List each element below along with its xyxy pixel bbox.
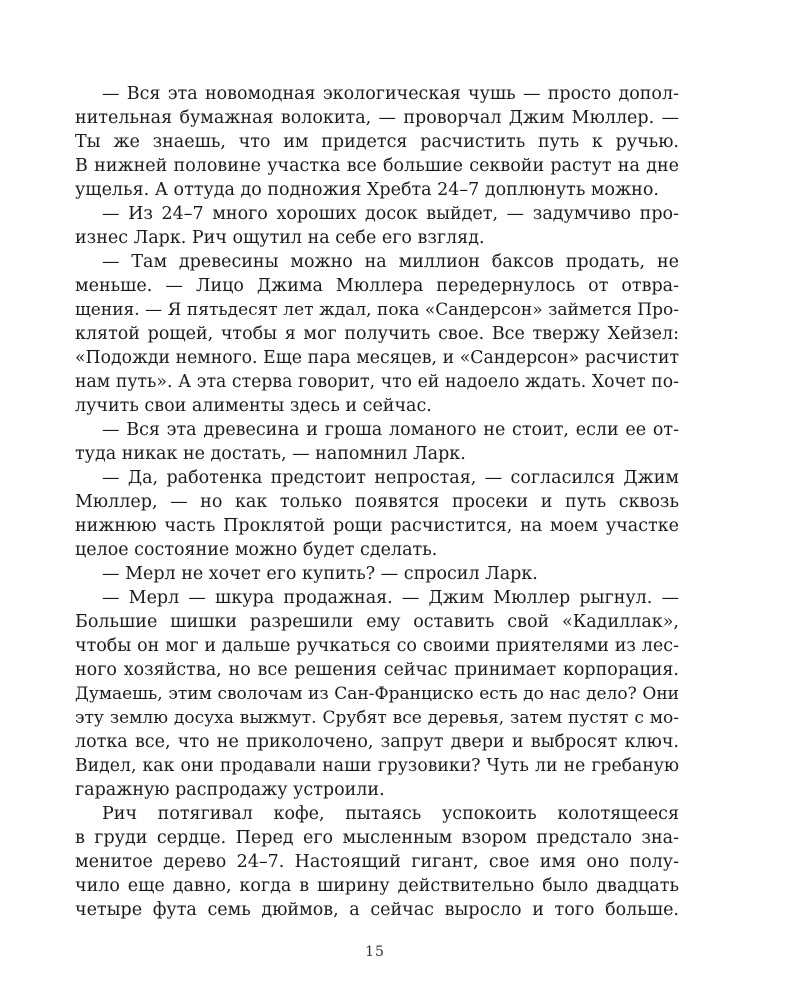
- text-line: щения. — Я пятьдесят лет ждал, пока «Сандерсон» займется Про-: [75, 300, 679, 320]
- text-line: — Из 24–7 много хороших досок выйдет, — задумчиво про-: [102, 204, 679, 224]
- text-line: изнес Ларк. Рич ощутил на себе его взгляд.: [75, 228, 485, 248]
- text-line: четыре фута семь дюймов, а сейчас выросло и того больше.: [75, 900, 679, 920]
- text-line: лучить свои алименты здесь и сейчас.: [75, 396, 432, 416]
- text-line: лотка все, что не приколочено, запрут двери и выбросят ключ.: [75, 732, 679, 752]
- text-line: нительная бумажная волокита, — проворчал Джим Мюллер. —: [75, 108, 679, 128]
- text-line: — Мерл — шкура продажная. — Джим Мюллер рыгнул. —: [102, 588, 679, 608]
- text-line: Рич потягивал кофе, пытаясь успокоить колотящееся: [102, 804, 679, 824]
- text-line: туда никак не достать, — напомнил Ларк.: [75, 444, 466, 464]
- text-line: — Мерл не хочет его купить? — спросил Ларк.: [102, 564, 538, 584]
- text-line: нижнюю часть Проклятой рощи расчистится, на моем участке: [75, 516, 679, 536]
- text-line: Большие шишки разрешили ему оставить свой «Кадиллак»,: [75, 612, 679, 632]
- text-line: — Там древесины можно на миллион баксов продать, не: [102, 252, 679, 272]
- text-line: ного хозяйства, но все решения сейчас принимает корпорация.: [75, 660, 679, 680]
- text-line: в груди сердце. Перед его мысленным взором предстало зна-: [75, 828, 679, 848]
- text-line: менитое дерево 24–7. Настоящий гигант, свое имя оно полу-: [75, 852, 679, 872]
- text-line: Думаешь, этим сволочам из Сан-Франциско есть до нас дело? Они: [75, 684, 679, 704]
- text-line: эту землю досуха выжмут. Срубят все деревья, затем пустят с мо-: [75, 708, 679, 728]
- text-line: ущелья. А оттуда до подножия Хребта 24–7 доплюнуть можно.: [75, 180, 659, 200]
- text-line: Ты же знаешь, что им придется расчистить путь к ручью.: [75, 132, 679, 152]
- text-line: Мюллер, — но как только появятся просеки и путь сквозь: [75, 492, 679, 512]
- text-line: — Вся эта древесина и гроша ломаного не стоит, если ее от-: [102, 420, 679, 440]
- text-line: чило еще давно, когда в ширину действительно было двадцать: [75, 876, 679, 896]
- text-line: клятой рощей, чтобы я мог получить свое. Все твержу Хейзел:: [75, 324, 679, 344]
- text-line: Видел, как они продавали наши грузовики? Чуть ли не гребаную: [75, 756, 679, 776]
- text-line: В нижней половине участка все большие секвойи растут на дне: [75, 156, 679, 176]
- text-line: — Вся эта новомодная экологическая чушь — просто допол-: [102, 84, 679, 104]
- text-line: гаражную распродажу устроили.: [75, 780, 385, 800]
- text-line: чтобы он мог и дальше ручкаться со своими приятелями из лес-: [75, 636, 679, 656]
- text-line: «Подожди немного. Еще пара месяцев, и «Сандерсон» расчистит: [75, 348, 679, 368]
- text-line: меньше. — Лицо Джима Мюллера передернулось от отвра-: [75, 276, 679, 296]
- text-line: нам путь». А эта стерва говорит, что ей надоело ждать. Хочет по-: [75, 372, 679, 392]
- page-number: 15: [365, 944, 385, 960]
- text-line: целое состояние можно будет сделать.: [75, 540, 438, 560]
- text-line: — Да, работенка предстоит непростая, — согласился Джим: [102, 468, 679, 488]
